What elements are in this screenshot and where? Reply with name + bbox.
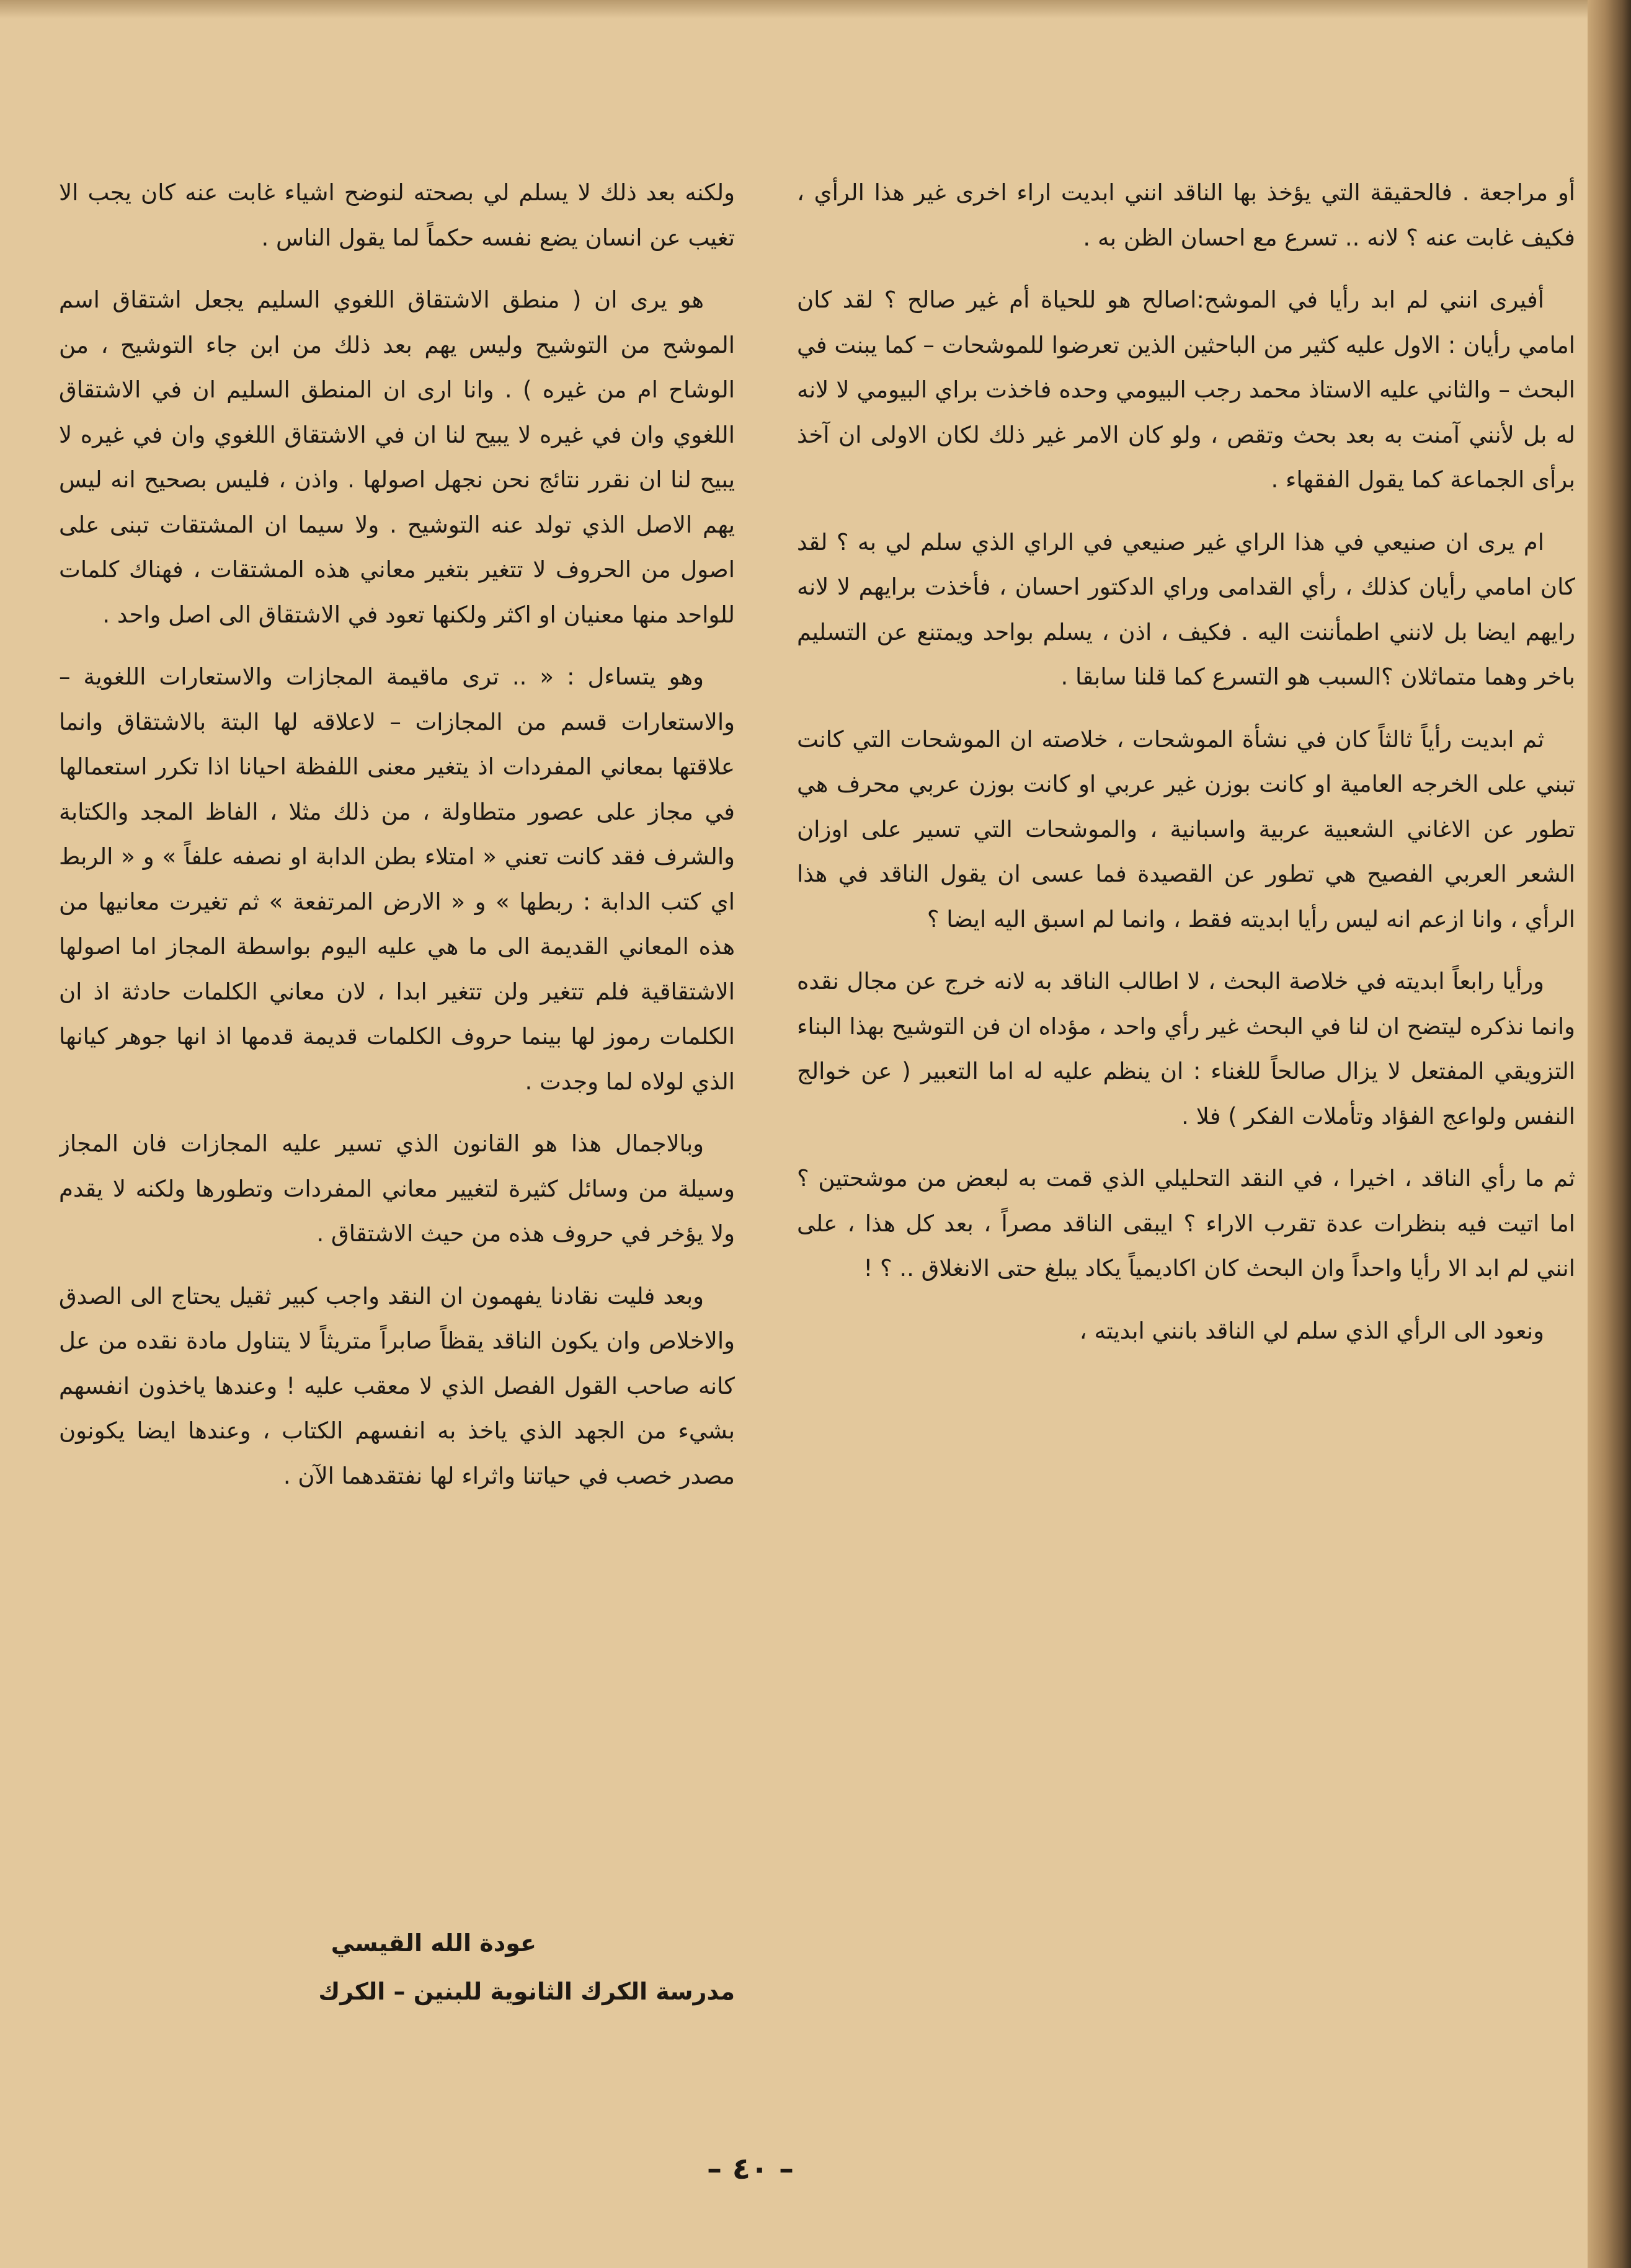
paragraph: ونعود الى الرأي الذي سلم لي الناقد بانني ابديته ، bbox=[1079, 1317, 1544, 1344]
paragraph: وهو يتساءل : « .. ترى ماقيمة المجازات والاستعارات اللغوية – والاستعارات قسم من المجازات – لاعلاقه لها البتة بالاشتقاق وانما علاقتها بمعاني المفردات اذ يتغير معنى اللفظة احيانا اذا تكرر استعمالها في مجاز على عصور متطاولة ، من ذلك مثلا ، الفاظ المجد والكتابة والشرف فقد كانت تعني « امتلاء بطن الدابة او نصفه علفاً » و « الربط اي كتب الدابة : ربطها » و « الارض المرتفعة » ثم تغيرت معانيها من هذه المعاني القديمة الى ما هي عليه اليوم بواسطة المجاز اما اصولها الاشتقاقية فلم تتغير ولن تتغير ابدا ، لان معاني الكلمات حادثة اذ ان الكلمات رموز لها بينما حروف الكلمات قديمة قدمها اذ انها جوهر كيانها الذي لولاه لما وجدت . bbox=[59, 663, 735, 1095]
paragraph: ولكنه بعد ذلك لا يسلم لي بصحته لنوضح اشياء غابت عنه كان يجب الا تغيب عن انسان يضع نفسه حكماً لما يقول الناس . bbox=[59, 179, 735, 251]
page-top-shadow bbox=[0, 0, 1631, 19]
paragraph: أو مراجعة . فالحقيقة التي يؤخذ بها الناقد انني ابديت اراء اخرى غير هذا الرأي ، فكيف غابت عنه ؟ لانه .. تسرع مع احسان الظن به . bbox=[797, 179, 1575, 251]
paragraph: وبعد فليت نقادنا يفهمون ان النقد واجب كبير ثقيل يحتاج الى الصدق والاخلاص وان يكون الناقد يقظاً صابراً متريثاً لا يتناول مادة نقده من عل كانه صاحب القول الفصل الذي لا معقب عليه ! وعندها ياخذون انفسهم بشيء من الجهد الذي ياخذ به انفسهم الكتاب ، وعندها ايضا يكونون مصدر خصب في حياتنا واثراء لها نفتقدهما الآن . bbox=[59, 1282, 735, 1489]
paragraph: ام يرى ان صنيعي في هذا الراي غير صنيعي في الراي الذي سلم لي به ؟ لقد كان امامي رأيان كذلك ، رأي القدامى وراي الدكتور احسان ، فأخذت برايهم لا لانه رايهم ايضا بل لانني اطمأننت اليه . فكيف ، اذن ، يسلم بواحد ويمتنع عن التسليم باخر وهما متماثلان ؟السبب هو التسرع كما قلنا سابقا . bbox=[797, 528, 1575, 690]
author-affiliation: مدرسة الكرك الثانوية للبنين – الكرك bbox=[318, 1978, 735, 2005]
page-edge bbox=[1588, 0, 1631, 2268]
page-number: – ٤٠ – bbox=[706, 2151, 794, 2186]
right-column bbox=[797, 171, 1575, 2018]
paragraph: ثم ابديت رأياً ثالثاً كان في نشأة الموشحات ، خلاصته ان الموشحات التي كانت تبني على الخرجه العامية او كانت بوزن غير عربي او كانت بوزن عربي محرف هي تطور عن الاغاني الشعبية عربية واسبانية ، والموشحات التي تسير على اوزان الشعر العربي الفصيح هي تطور عن القصيدة فما عسى ان يقول الناقد في هذا الرأي ، وانا ازعم انه ليس رأيا ابديته فقط ، وانما لم اسبق اليه ايضا ؟ bbox=[797, 725, 1575, 932]
paragraph: وبالاجمال هذا هو القانون الذي تسير عليه المجازات فان المجاز وسيلة من وسائل كثيرة لتغيير معاني المفردات وتطورها ولكنه لا يقدم ولا يؤخر في حروف هذه من حيث الاشتقاق . bbox=[59, 1130, 735, 1247]
paragraph: ثم ما رأي الناقد ، اخيرا ، في النقد التحليلي الذي قمت به لبعض من موشحتين ؟ اما اتيت فيه بنظرات عدة تقرب الاراء ؟ ايبقى الناقد مصراً ، بعد كل هذا ، على انني لم ابد الا رأيا واحداً وان البحث كان اكاديمياً يكاد يبلغ حتى الانغلاق .. ؟ ! bbox=[797, 1165, 1575, 1282]
author-name: عودة الله القيسي bbox=[331, 1929, 536, 1957]
author-signature bbox=[59, 1919, 735, 2016]
paragraph: أفيرى انني لم ابد رأيا في الموشح:اصالح هو للحياة أم غير صالح ؟ لقد كان امامي رأيان : الاول عليه كثير من الباحثين الذين تعرضوا للموشحات – كما يبنت في البحث – والثاني عليه الاستاذ محمد رجب البيومي وحده فاخذت براي البيومي لا لانه له بل لأنني آمنت به بعد بحث وتقص ، ولو كان الامر غير ذلك لكان الاولى ان آخذ برأى الجماعة كما يقول الفقهاء . bbox=[797, 286, 1575, 493]
paragraph: هو يرى ان ( منطق الاشتقاق اللغوي السليم يجعل اشتقاق اسم الموشح من التوشيح وليس يهم بعد ذلك من ابن جاء التوشيح ، من الوشاح ام من غيره ) . وانا ارى ان المنطق السليم ان في الاشتقاق اللغوي وان في غيره لا يبيح لنا ان في الاشتقاق اللغوي وان في غيره لا يبيح لنا ان نقرر نتائج نحن نجهل اصولها . واذن ، فليس بصحيح انه ليس يهم الاصل الذي تولد عنه التوشيح . ولا سيما ان المشتقات تبنى على اصول من الحروف لا تتغير بتغير معاني هذه المشتقات ، فهناك كلمات للواحد منها معنيان او اكثر ولكنها تعود في الاشتقاق الى اصل واحد . bbox=[59, 286, 735, 628]
left-column bbox=[59, 171, 735, 2018]
paragraph: ورأيا رابعاً ابديته في خلاصة البحث ، لا اطالب الناقد به لانه خرج عن مجال نقده وانما نذكره ليتضح ان لنا في البحث غير رأي واحد ، مؤداه ان فن التوشيح بهذا البناء التزويقي المفتعل لا يزال صالحاً للغناء : ان ينظم عليه له اما التعبير ( عن خوالج النفس ولواعج الفؤاد وتأملات الفكر ) فلا . bbox=[797, 968, 1575, 1130]
